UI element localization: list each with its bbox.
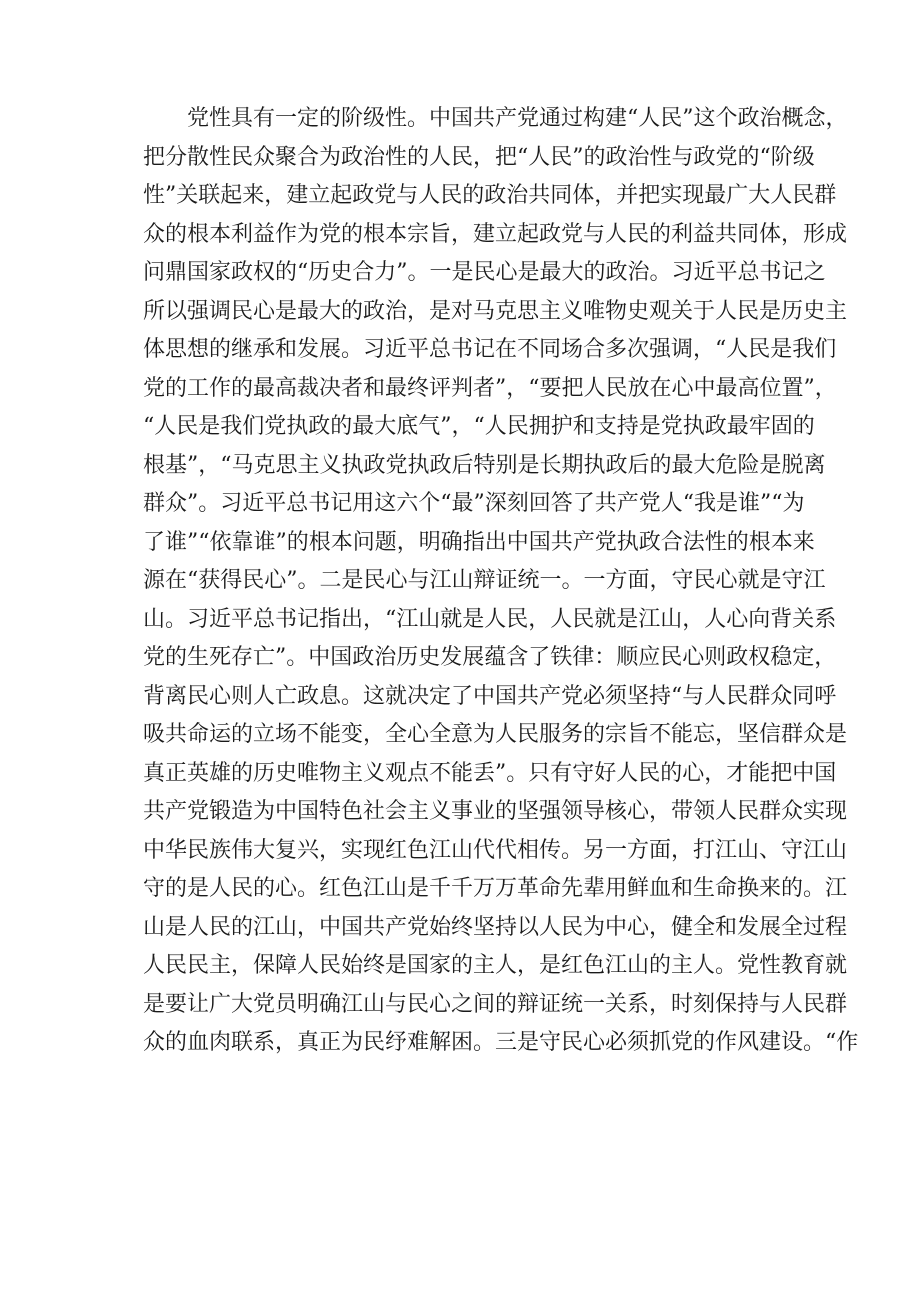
- text-line: 山。习近平总书记指出，“江山就是人民，人民就是江山，人心向背关系: [143, 606, 837, 632]
- text-line: 人民民主，保障人民始终是国家的主人，是红色江山的主人。党性教育就: [143, 953, 848, 978]
- text-line: 党的工作的最高裁决者和最终评判者”，“要把人民放在心中最高位置”，: [143, 375, 837, 401]
- text-line: 共产党锻造为中国特色社会主义事业的坚强领导核心，带领人民群众实现: [143, 799, 848, 824]
- text-line: 体思想的继承和发展。习近平总书记在不同场合多次强调，“人民是我们: [143, 337, 837, 362]
- text-line: 是要让广大党员明确江山与民心之间的辩证统一关系，时刻保持与人民群: [143, 991, 848, 1017]
- text-line: 真正英雄的历史唯物主义观点不能丢”。只有守好人民的心，才能把中国: [143, 760, 837, 786]
- text-line: 了谁”“依靠谁”的根本问题，明确指出中国共产党执政合法性的根本来: [143, 529, 815, 555]
- text-line: 群众”。习近平总书记用这六个“最”深刻回答了共产党人“我是谁”“为: [143, 491, 805, 516]
- text-line: 党性具有一定的阶级性。中国共产党通过构建“人民”这个政治概念，: [187, 106, 848, 131]
- text-line: 问鼎国家政权的“历史合力”。一是民心是最大的政治。习近平总书记之: [143, 260, 826, 285]
- text-line: 党的生死存亡”。中国政治历史发展蕴含了铁律：顺应民心则政权稳定，: [143, 645, 837, 670]
- text-line: 守的是人民的心。红色江山是千千万万革命先辈用鲜血和生命换来的。江: [143, 876, 848, 901]
- text-line: 中华民族伟大复兴，实现红色江山代代相传。另一方面，打江山、守江山: [143, 837, 848, 863]
- text-line: 众的根本利益作为党的根本宗旨，建立起政党与人民的利益共同体，形成: [143, 221, 848, 247]
- text-line: 背离民心则人亡政息。这就决定了中国共产党必须坚持“与人民群众同呼: [143, 683, 837, 709]
- text-line: 源在“获得民心”。二是民心与江山辩证统一。一方面，守民心就是守江: [143, 568, 826, 593]
- text-line: 把分散性民众聚合为政治性的人民，把“人民”的政治性与政党的“阶级: [143, 144, 815, 170]
- text-line: 众的血肉联系，真正为民纾难解困。三是守民心必须抓党的作风建设。“作: [143, 1030, 859, 1055]
- text-line: 所以强调民心是最大的政治，是对马克思主义唯物史观关于人民是历史主: [143, 298, 848, 324]
- text-line: “人民是我们党执政的最大底气”，“人民拥护和支持是党执政最牢固的: [143, 414, 815, 439]
- text-line: 性”关联起来，建立起政党与人民的政治共同体，并把实现最广大人民群: [143, 183, 837, 208]
- text-line: 山是人民的江山，中国共产党始终坚持以人民为中心，健全和发展全过程: [143, 914, 848, 940]
- text-line: 根基”，“马克思主义执政党执政后特别是长期执政后的最大危险是脱离: [143, 452, 826, 478]
- text-line: 吸共命运的立场不能变，全心全意为人民服务的宗旨不能忘，坚信群众是: [143, 722, 848, 747]
- body-paragraph: [143, 100, 859, 1063]
